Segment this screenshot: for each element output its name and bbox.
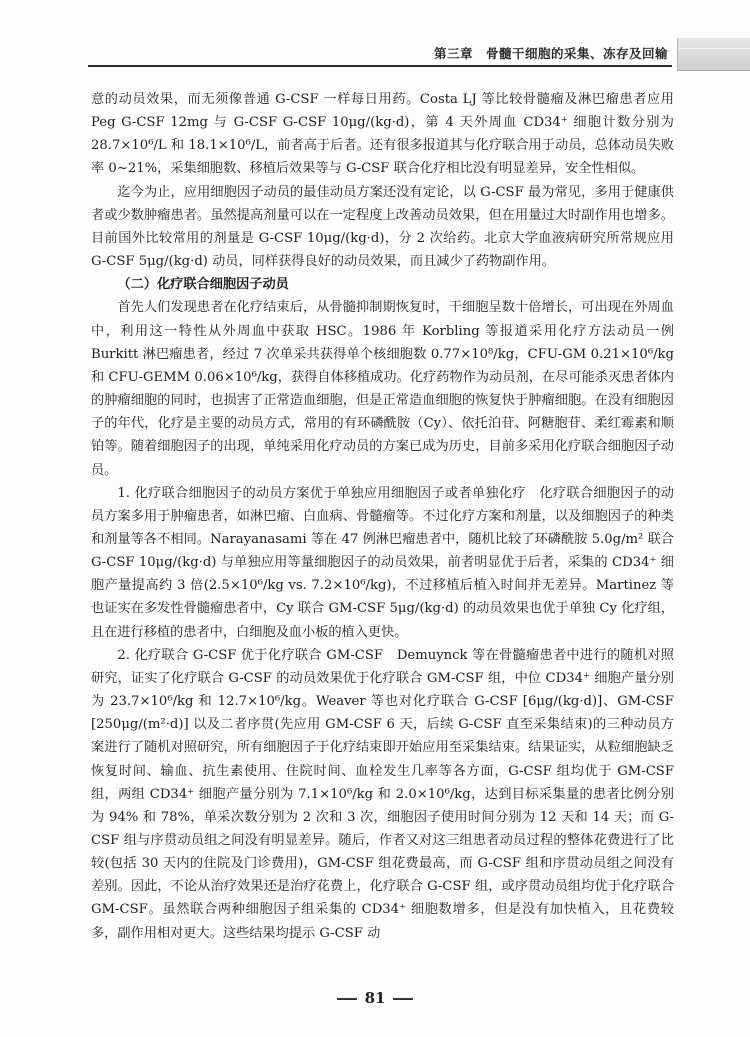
paragraph-continuation: 意的动员效果，而无须像普通 G-CSF 一样每日用药。Costa LJ 等比较骨髓瘤及淋巴瘤患者应用 Peg G-CSF 12mg 与 G-CSF G-CSF 10μg/(kg·d)，第 4 天外周血 CD34⁺ 细胞计数分别为 28.7×10⁶/L 和 18.1×10⁶/L，前者高于后者。还有很多报道其与化疗联合用于动员，总体动员失败率 0~21%，采集细胞数、移植后效果等与 G-CSF 联合化疗相比没有明显差异，安全性相似。 <box>91 92 674 177</box>
section-heading: （二）化疗联合细胞因子动员 <box>117 277 289 293</box>
chapter-title: 第三章 骨髓干细胞的采集、冻存及回输 <box>433 46 668 61</box>
running-header <box>0 38 750 68</box>
paragraph: 首先人们发现患者在化疗结束后，从骨髓抑制期恢复时，干细胞呈数十倍增长，可出现在外周血中，利用这一特性从外周血中获取 HSC。1986 年 Korbling 等报道采用化疗方法动员一例 Burkitt 淋巴瘤患者，经过 7 次单采共获得单个核细胞数 0.77×10⁸/kg，CFU-GM 0.21×10⁶/kg 和 CFU-GEMM 0.06×10⁶/kg，获得自体移植成功。化疗药物作为动员剂，在尽可能杀灭患者体内的肿瘤细胞的同时，也损害了正常造血细胞，但是正常造血细胞的恢复快于肿瘤细胞。在没有细胞因子的年代，化疗是主要的动员方式，常用的有环磷酰胺（Cy）、依托泊苷、阿糖胞苷、柔红霉素和顺铂等。随着细胞因子的出现，单纯采用化疗动员的方案已成为历史，目前多采用化疗联合细胞因子动员。 <box>91 300 674 478</box>
body-text <box>91 88 674 945</box>
page-footer <box>0 989 750 1007</box>
thumb-tab <box>677 38 750 71</box>
paragraph: 2. 化疗联合 G-CSF 优于化疗联合 GM-CSF Demuynck 等在骨髓瘤患者中进行的随机对照研究，证实了化疗联合 G-CSF 的动员效果优于化疗联合 GM-CSF 组，中位 CD34⁺ 细胞产量分别为 23.7×10⁶/kg 和 12.7×10⁶/kg。Weaver 等也对化疗联合 G-CSF [6μg/(kg·d)]、GM-CSF [250μg/(m²·d)] 以及二者序贯(先应用 GM-CSF 6 天，后续 G-CSF 直至采集结束)的三种动员方案进行了随机对照研究，所有细胞因子于化疗结束即开始应用至采集结束。结果证实，从粒细胞缺乏恢复时间、输血、抗生素使用、住院时间、血栓发生几率等各方面，G-CSF 组均优于 GM-CSF 组，两组 CD34⁺ 细胞产量分别为 7.1×10⁶/kg 和 2.0×10⁶/kg，达到目标采集量的患者比例分别为 94% 和 78%，单采次数分别为 2 次和 3 次，细胞因子使用时间分别为 12 天和 14 天；而 G-CSF 组与序贯动员组之间没有明显差异。随后，作者又对这三组患者动员过程的整体花费进行了比较(包括 30 天内的住院及门诊费用)，GM-CSF 组花费最高，而 G-CSF 组和序贯动员组之间没有差别。因此，不论从治疗效果还是治疗花费上，化疗联合 G-CSF 组，或序贯动员组均优于化疗联合 GM-CSF。虽然联合两种细胞因子组采集的 CD34⁺ 细胞数增多，但是没有加快植入，且花费较多，副作用相对更大。这些结果均提示 G-CSF 动 <box>91 647 674 941</box>
paragraph: 1. 化疗联合细胞因子的动员方案优于单独应用细胞因子或者单独化疗 化疗联合细胞因子的动员方案多用于肿瘤患者，如淋巴瘤、白血病、骨髓瘤等。不过化疗方案和剂量，以及细胞因子的种类和剂量等各不相同。Narayanasami 等在 47 例淋巴瘤患者中，随机比较了环磷酰胺 5.0g/m² 联合 G-CSF 10μg/(kg·d) 与单独应用等量细胞因子的动员效果，前者明显优于后者，采集的 CD34⁺ 细胞产量提高约 3 倍(2.5×10⁶/kg vs. 7.2×10⁶/kg)，不过移植后植入时间并无差异。Martinez 等也证实在多发性骨髓瘤患者中，Cy 联合 GM-CSF 5μg/(kg·d) 的动员效果也优于单独 Cy 化疗组，且在进行移植的患者中，白细胞及血小板的植入更快。 <box>91 485 674 640</box>
footer-dash-left <box>337 998 357 1000</box>
page-number: 81 <box>364 989 386 1007</box>
footer-dash-right <box>393 998 413 1000</box>
header-rule <box>88 65 672 67</box>
paragraph: 迄今为止，应用细胞因子动员的最佳动员方案还没有定论，以 G-CSF 最为常见，多用于健康供者或少数肿瘤患者。虽然提高剂量可以在一定程度上改善动员效果，但在用量过大时副作用也增多。目前国外比较常用的剂量是 G-CSF 10μg/(kg·d)，分 2 次给药。北京大学血液病研究所常规应用 G-CSF 5μg/(kg·d) 动员，同样获得良好的动员效果，而且减少了药物副作用。 <box>91 184 674 270</box>
